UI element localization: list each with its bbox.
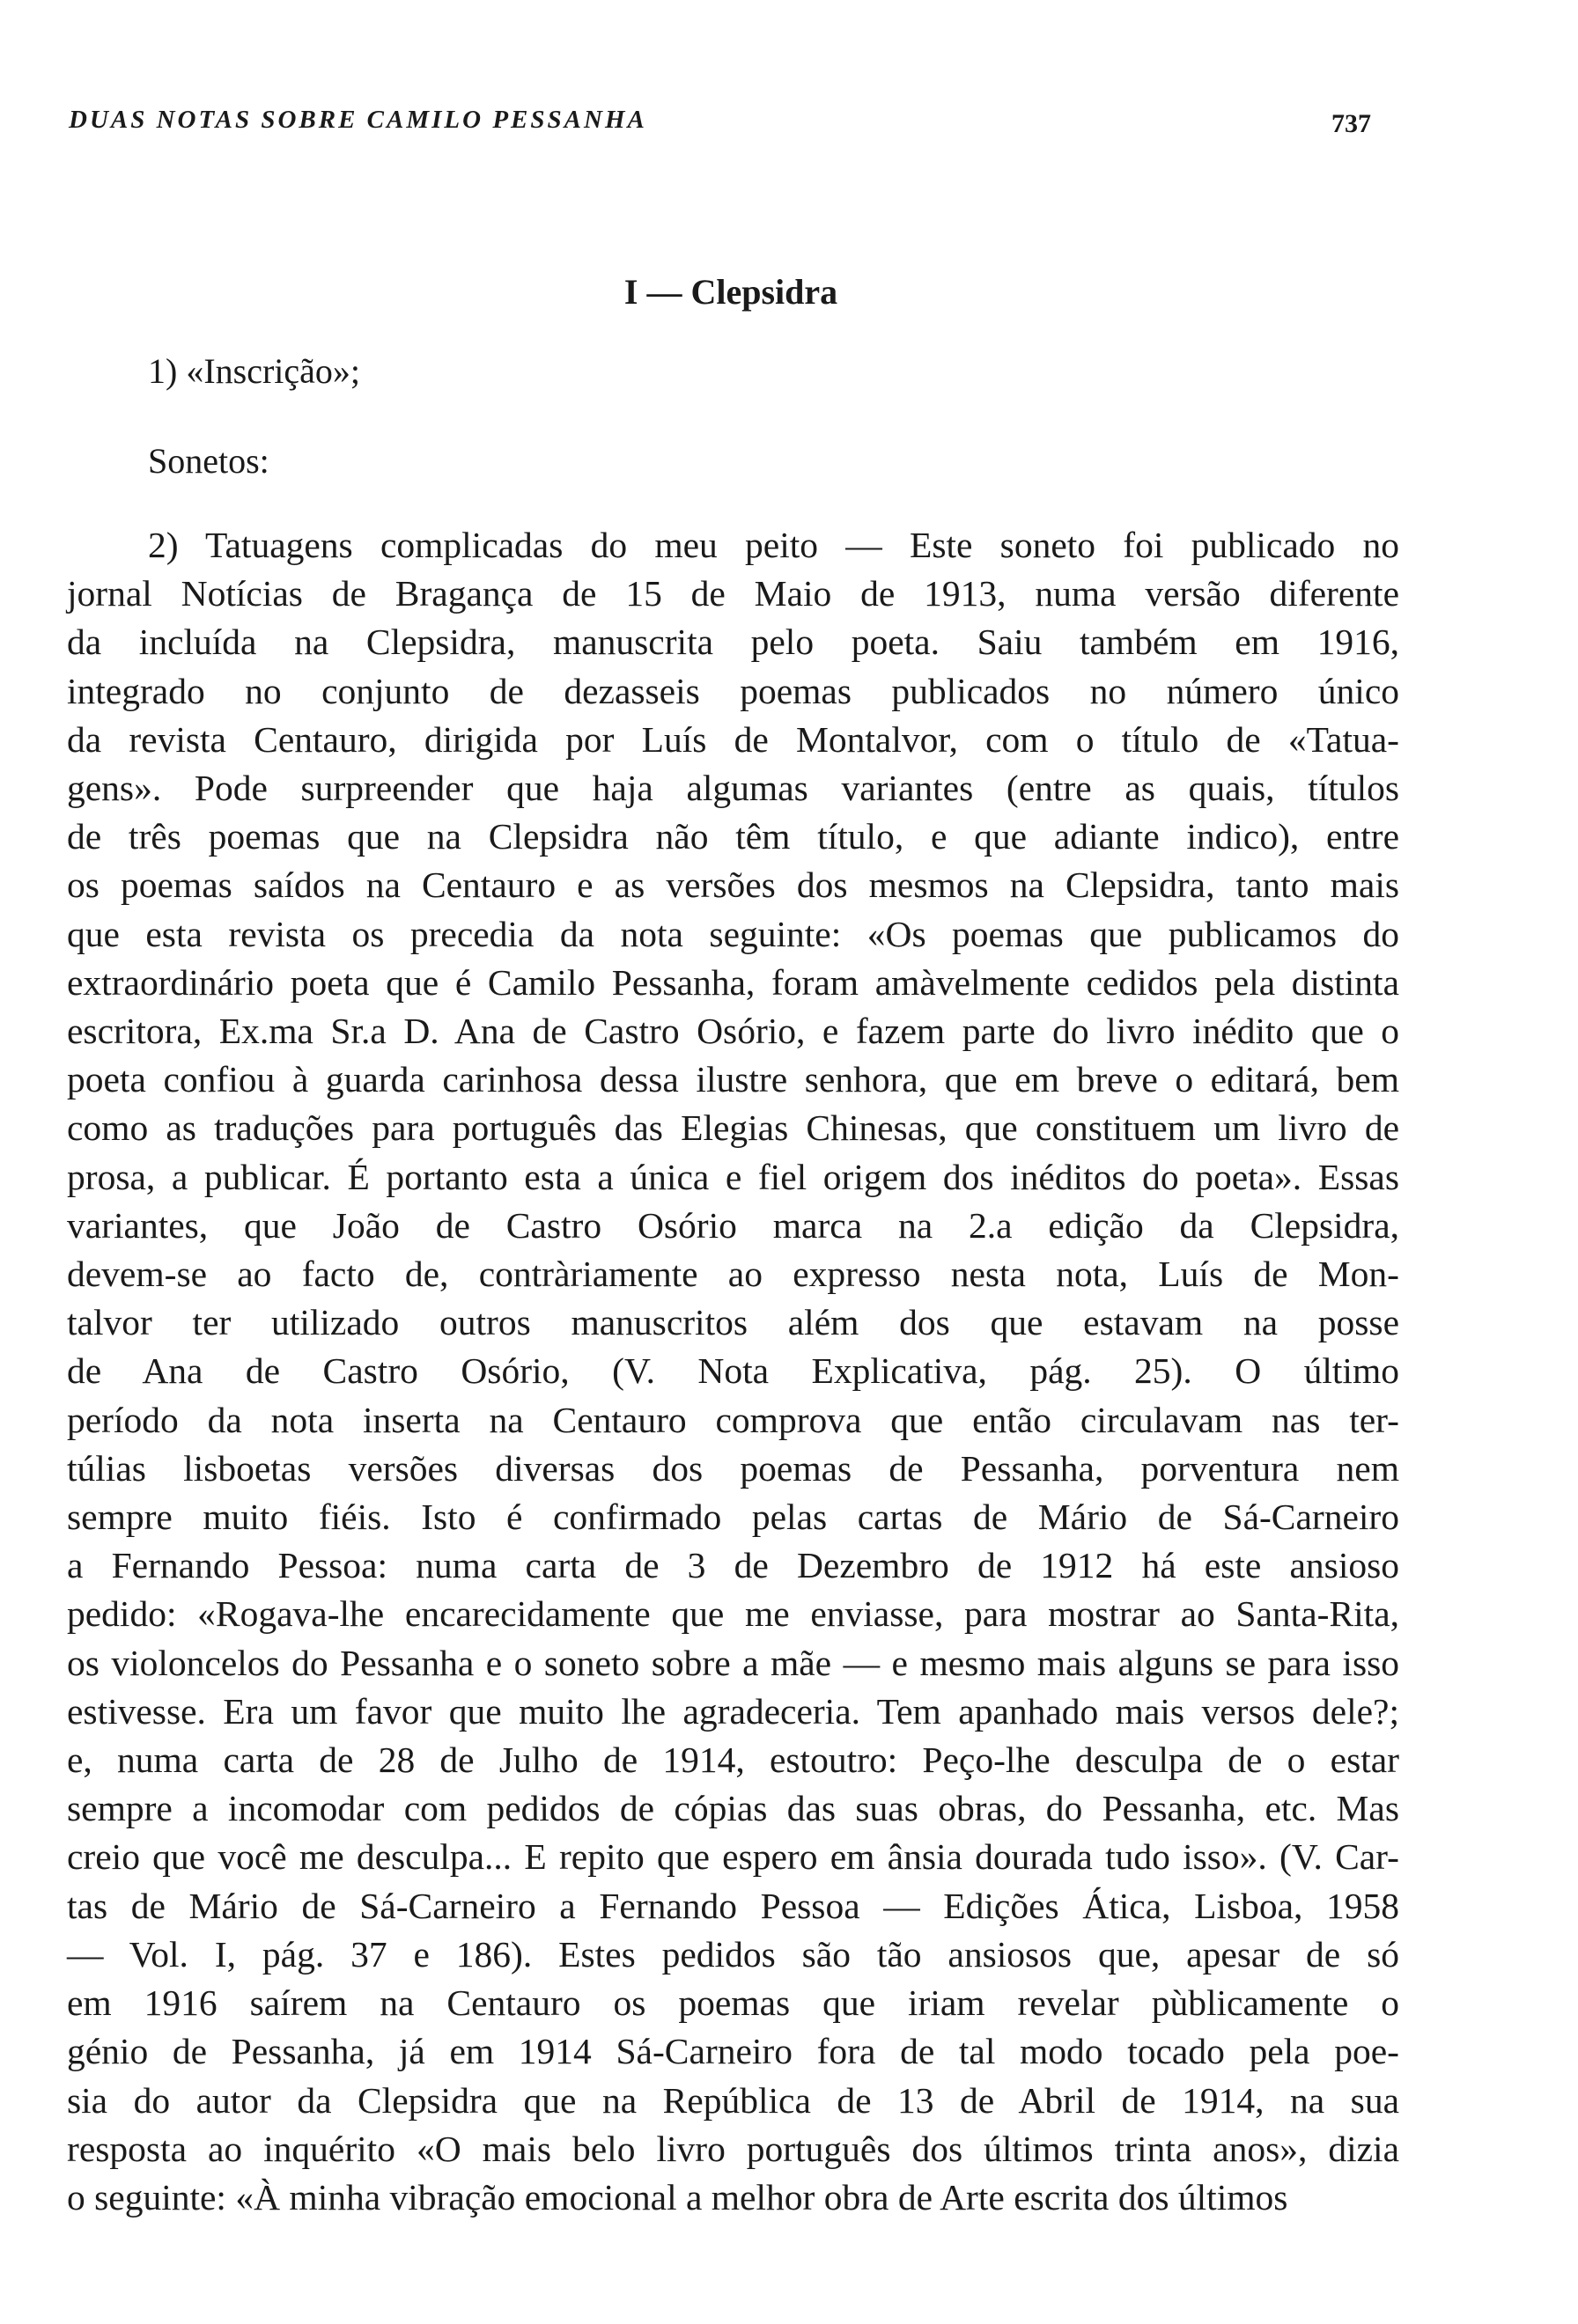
text-line: pedido: «Rogava-lhe encarecidamente que me enviasse, para mostrar ao Santa-Rita, [67,1593,1399,1635]
text-line: variantes, que João de Castro Osório marca na 2.a edição da Clepsidra, [67,1204,1399,1246]
text-line: sempre a incomodar com pedidos de cópias das suas obras, do Pessanha, etc. Mas [67,1788,1399,1829]
list-item-inscricao: 1) «Inscrição»; [148,351,361,391]
text-line: creio que você me desculpa... E repito que espero em ânsia dourada tudo isso». (V. Car- [67,1836,1399,1878]
text-line: de três poemas que na Clepsidra não têm título, e que adiante indico), entre [67,816,1399,857]
text-line: tas de Mário de Sá-Carneiro a Fernando Pessoa — Edições Ática, Lisboa, 1958 [67,1885,1399,1926]
text-line: da incluída na Clepsidra, manuscrita pelo poeta. Saiu também em 1916, [67,621,1399,663]
sonetos-label: Sonetos: [148,441,269,481]
text-line: integrado no conjunto de dezasseis poemas publicados no número único [67,670,1399,711]
text-line: 2) Tatuagens complicadas do meu peito — Este soneto foi publicado no [148,525,1399,565]
text-line: estivesse. Era um favor que muito lhe agradeceria. Tem apanhado mais versos dele?; [67,1690,1399,1732]
text-line: jornal Notícias de Bragança de 15 de Maio de 1913, numa versão diferente [67,573,1399,614]
text-line: o seguinte: «À minha vibração emocional a melhor obra de Arte escrita dos últimos [67,2176,1288,2217]
text-line: — Vol. I, pág. 37 e 186). Estes pedidos são tão ansiosos que, apesar de só [67,1933,1399,1975]
text-line: que esta revista os precedia da nota seguinte: «Os poemas que publicamos do [67,913,1399,954]
text-line: a Fernando Pessoa: numa carta de 3 de Dezembro de 1912 há este ansioso [67,1545,1399,1586]
text-line: túlias lisboetas versões diversas dos poemas de Pessanha, porventura nem [67,1447,1399,1489]
text-line: devem-se ao facto de, contràriamente ao expresso nesta nota, Luís de Mon- [67,1254,1399,1295]
text-line: de Ana de Castro Osório, (V. Nota Explicativa, pág. 25). O último [67,1350,1399,1392]
text-line: poeta confiou à guarda carinhosa dessa ilustre senhora, que em breve o editará, bem [67,1059,1399,1100]
text-line: os violoncelos do Pessanha e o soneto sobre a mãe — e mesmo mais alguns se para isso [67,1642,1399,1683]
text-line: da revista Centauro, dirigida por Luís de Montalvor, com o título de «Tatua- [67,718,1399,760]
text-line: escritora, Ex.ma Sr.a D. Ana de Castro Osório, e fazem parte do livro inédito que o [67,1011,1399,1052]
text-line: génio de Pessanha, já em 1914 Sá-Carneiro fora de tal modo tocado pela poe- [67,2031,1399,2072]
text-line: os poemas saídos na Centauro e as versões dos mesmos na Clepsidra, tanto mais [67,864,1399,906]
text-line: e, numa carta de 28 de Julho de 1914, estoutro: Peço-lhe desculpa de o estar [67,1739,1399,1781]
body-paragraph [67,521,1399,2222]
page-number: 737 [1331,109,1371,138]
text-line: sia do autor da Clepsidra que na República de 13 de Abril de 1914, na sua [67,2079,1399,2121]
section-title: I — Clepsidra [623,272,838,312]
text-line: resposta ao inquérito «O mais belo livro português dos últimos trinta anos», dizia [67,2128,1399,2169]
text-line: gens». Pode surpreender que haja algumas variantes (entre as quais, títulos [67,768,1399,809]
text-line: talvor ter utilizado outros manuscritos além dos que estavam na posse [67,1302,1399,1343]
text-line: sempre muito fiéis. Isto é confirmado pelas cartas de Mário de Sá-Carneiro [67,1497,1399,1538]
text-line: extraordinário poeta que é Camilo Pessanha, foram amàvelmente cedidos pela distinta [67,961,1399,1003]
running-title: DUAS NOTAS SOBRE CAMILO PESSANHA [69,106,647,134]
text-line: período da nota inserta na Centauro comprova que então circulavam nas ter- [67,1399,1399,1440]
text-line: como as traduções para português das Elegias Chinesas, que constituem um livro de [67,1107,1399,1149]
text-line: em 1916 saírem na Centauro os poemas que iriam revelar pùblicamente o [67,1982,1399,2024]
text-line: prosa, a publicar. É portanto esta a única e fiel origem dos inéditos do poeta». Essas [67,1156,1399,1197]
